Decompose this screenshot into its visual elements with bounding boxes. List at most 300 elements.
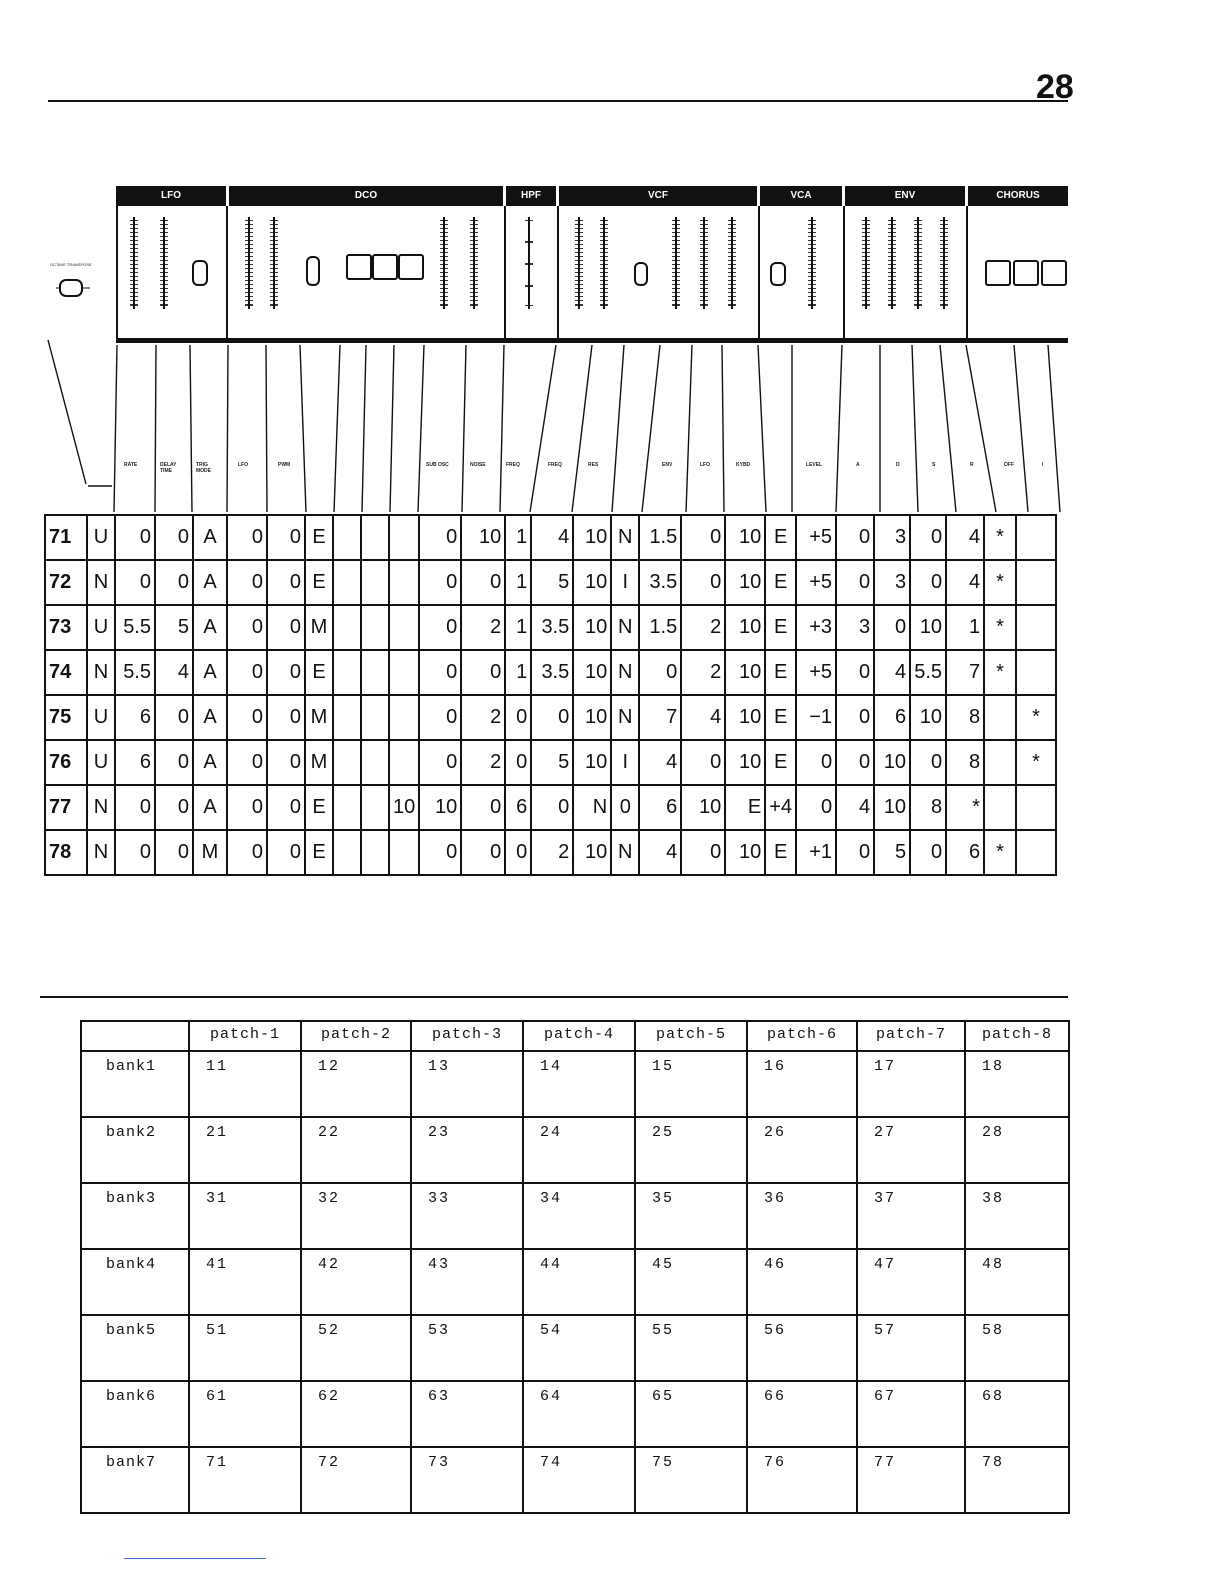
table-cell: * — [984, 560, 1016, 605]
table-cell: 0 — [115, 515, 155, 560]
header-cell: patch-6 — [747, 1021, 857, 1051]
table-cell: +5 — [796, 560, 836, 605]
table-cell: 10 — [725, 605, 765, 650]
table-cell: 10 — [573, 650, 611, 695]
patch-cell: 68 — [965, 1381, 1069, 1447]
table-cell: * — [1016, 695, 1056, 740]
table-cell: 2 — [461, 605, 505, 650]
table-cell: 0 — [267, 515, 305, 560]
patch-cell: 73 — [411, 1447, 523, 1513]
connector-lines — [0, 0, 1224, 520]
table-cell: 0 — [531, 785, 573, 830]
table-cell: 2 — [461, 740, 505, 785]
table-cell: N — [87, 785, 115, 830]
patch-cell: 13 — [411, 1051, 523, 1117]
table-cell: 0 — [639, 650, 681, 695]
table-cell: 1.5 — [639, 605, 681, 650]
table-cell: E — [725, 785, 765, 830]
table-cell: 10 — [573, 740, 611, 785]
table-cell — [361, 740, 389, 785]
col-pwm: PWM — [278, 462, 291, 468]
table-cell — [333, 560, 361, 605]
patch-cell: 28 — [965, 1117, 1069, 1183]
table-cell — [389, 560, 419, 605]
table-row — [45, 515, 1056, 560]
table-cell: 0 — [796, 740, 836, 785]
patch-cell: 53 — [411, 1315, 523, 1381]
patch-cell: 51 — [189, 1315, 301, 1381]
col-hpf-freq: FREQ — [506, 462, 520, 468]
table-cell: 6 — [946, 830, 984, 875]
col-sub-osc: SUB OSC — [426, 462, 449, 468]
table-cell: 0 — [155, 785, 193, 830]
table-row — [45, 650, 1056, 695]
patch-cell: 77 — [857, 1447, 965, 1513]
col-level: LEVEL — [806, 462, 823, 468]
header-cell: patch-7 — [857, 1021, 965, 1051]
bank-label: bank1 — [81, 1051, 189, 1117]
table-cell: 0 — [227, 830, 267, 875]
table-cell — [1016, 785, 1056, 830]
table-cell: I — [611, 560, 639, 605]
table-cell: * — [984, 650, 1016, 695]
table-cell — [361, 515, 389, 560]
table-cell — [389, 830, 419, 875]
table-cell: 10 — [725, 740, 765, 785]
table-cell: M — [193, 830, 227, 875]
table-cell: 0 — [419, 695, 461, 740]
patch-cell: 23 — [411, 1117, 523, 1183]
table-cell: 2 — [531, 830, 573, 875]
table-cell: +1 — [796, 830, 836, 875]
patch-cell: 45 — [635, 1249, 747, 1315]
table-cell: +5 — [796, 650, 836, 695]
table-cell — [984, 785, 1016, 830]
col-env: ENV — [662, 462, 673, 468]
table-cell: 0 — [681, 740, 725, 785]
patch-cell: 66 — [747, 1381, 857, 1447]
patch-cell: 48 — [965, 1249, 1069, 1315]
section-lfo: LFO — [116, 186, 226, 206]
patch-cell: 22 — [301, 1117, 411, 1183]
patch-number: 74 — [45, 650, 87, 695]
bank-label: bank3 — [81, 1183, 189, 1249]
table-row — [81, 1249, 1069, 1315]
table-cell: E — [765, 515, 796, 560]
table-cell: U — [87, 605, 115, 650]
table-cell: 0 — [505, 830, 531, 875]
patch-cell: 26 — [747, 1117, 857, 1183]
patch-cell: 76 — [747, 1447, 857, 1513]
table-cell: 0 — [836, 560, 874, 605]
table-cell: 0 — [419, 740, 461, 785]
patch-cell: 55 — [635, 1315, 747, 1381]
table-cell: 0 — [836, 740, 874, 785]
table-cell: 8 — [910, 785, 946, 830]
table-cell: 10 — [725, 560, 765, 605]
table-cell: 0 — [419, 515, 461, 560]
table-cell: M — [305, 740, 333, 785]
bank-patch-table — [80, 1020, 1070, 1514]
table-cell: 10 — [573, 695, 611, 740]
table-cell: 0 — [681, 515, 725, 560]
table-cell: 1 — [505, 605, 531, 650]
table-cell — [389, 740, 419, 785]
table-cell: 3.5 — [531, 650, 573, 695]
table-row — [45, 830, 1056, 875]
table-cell: 5 — [874, 830, 910, 875]
col-kybd: KYBD — [736, 462, 751, 468]
patch-cell: 57 — [857, 1315, 965, 1381]
section-vca: VCA — [760, 186, 842, 206]
table-cell: 0 — [910, 515, 946, 560]
patch-cell: 34 — [523, 1183, 635, 1249]
table-cell: 10 — [725, 695, 765, 740]
patch-cell: 21 — [189, 1117, 301, 1183]
table-cell: −1 — [796, 695, 836, 740]
table-cell: 10 — [725, 515, 765, 560]
table-cell: 1 — [505, 560, 531, 605]
table-cell: 0 — [461, 785, 505, 830]
table-cell: 8 — [946, 695, 984, 740]
header-cell: patch-4 — [523, 1021, 635, 1051]
table-cell: 2 — [681, 605, 725, 650]
section-dco: DCO — [229, 186, 503, 206]
table-cell — [333, 515, 361, 560]
table-cell: * — [984, 605, 1016, 650]
col-a: A — [856, 462, 860, 468]
table-cell: U — [87, 515, 115, 560]
table-cell: 4 — [836, 785, 874, 830]
patch-cell: 74 — [523, 1447, 635, 1513]
table-cell: 0 — [227, 560, 267, 605]
patch-number: 78 — [45, 830, 87, 875]
table-cell — [389, 605, 419, 650]
table-cell: N — [611, 650, 639, 695]
col-vcf-lfo: LFO — [700, 462, 710, 468]
table-cell — [333, 650, 361, 695]
patch-cell: 17 — [857, 1051, 965, 1117]
table-cell: A — [193, 740, 227, 785]
table-cell — [1016, 830, 1056, 875]
table-cell — [333, 740, 361, 785]
table-cell — [361, 830, 389, 875]
table-cell: E — [305, 560, 333, 605]
patch-cell: 44 — [523, 1249, 635, 1315]
header-cell: patch-1 — [189, 1021, 301, 1051]
patch-number: 71 — [45, 515, 87, 560]
table-row — [45, 605, 1056, 650]
table-row — [45, 740, 1056, 785]
table-cell: N — [611, 515, 639, 560]
patch-cell: 37 — [857, 1183, 965, 1249]
header-cell: patch-2 — [301, 1021, 411, 1051]
table-cell: 4 — [874, 650, 910, 695]
table-cell: 0 — [910, 830, 946, 875]
col-rate: RATE — [124, 462, 138, 468]
table-cell: 10 — [419, 785, 461, 830]
table-cell: 0 — [419, 560, 461, 605]
table-cell — [361, 785, 389, 830]
table-cell: 0 — [505, 695, 531, 740]
table-cell: E — [305, 650, 333, 695]
table-cell: E — [305, 515, 333, 560]
bank-label: bank2 — [81, 1117, 189, 1183]
table-cell: N — [611, 695, 639, 740]
table-cell: 0 — [461, 560, 505, 605]
table-cell: 0 — [227, 785, 267, 830]
patch-number: 73 — [45, 605, 87, 650]
patch-cell: 15 — [635, 1051, 747, 1117]
patch-cell: 61 — [189, 1381, 301, 1447]
table-cell: * — [1016, 740, 1056, 785]
table-cell: 0 — [419, 650, 461, 695]
footer-link-rule — [124, 1558, 266, 1559]
table-cell: 6 — [639, 785, 681, 830]
table-cell: 0 — [115, 830, 155, 875]
col-trig: TRIG MODE — [196, 462, 211, 474]
table-cell: 5 — [531, 560, 573, 605]
table-cell — [361, 650, 389, 695]
patch-cell: 42 — [301, 1249, 411, 1315]
table-cell: 7 — [639, 695, 681, 740]
patch-cell: 24 — [523, 1117, 635, 1183]
patch-number: 72 — [45, 560, 87, 605]
table-cell: 0 — [155, 560, 193, 605]
table-cell: 10 — [681, 785, 725, 830]
table-cell: 4 — [155, 650, 193, 695]
table-cell: A — [193, 605, 227, 650]
table-cell: 0 — [419, 605, 461, 650]
table-cell: 0 — [115, 560, 155, 605]
patch-cell: 36 — [747, 1183, 857, 1249]
table-cell: 4 — [946, 560, 984, 605]
table-cell: A — [193, 695, 227, 740]
table-cell: 3.5 — [639, 560, 681, 605]
table-row — [45, 560, 1056, 605]
table-cell: 6 — [874, 695, 910, 740]
table-cell: 10 — [910, 695, 946, 740]
bank-label: bank7 — [81, 1447, 189, 1513]
patch-cell: 32 — [301, 1183, 411, 1249]
octave-label: OCTAVE TRANSPOSE — [50, 262, 92, 267]
table-cell: 0 — [115, 785, 155, 830]
table-cell: A — [193, 515, 227, 560]
col-noise: NOISE — [470, 462, 486, 468]
table-cell: 10 — [874, 740, 910, 785]
table-cell: 0 — [267, 785, 305, 830]
table-cell: 10 — [573, 830, 611, 875]
table-cell — [333, 785, 361, 830]
table-cell: 0 — [836, 650, 874, 695]
patch-cell: 56 — [747, 1315, 857, 1381]
patch-cell: 12 — [301, 1051, 411, 1117]
table-cell: N — [87, 830, 115, 875]
col-lfo: LFO — [238, 462, 248, 468]
patch-cell: 14 — [523, 1051, 635, 1117]
table-cell: 0 — [227, 740, 267, 785]
table-cell: 10 — [573, 515, 611, 560]
table-cell — [984, 740, 1016, 785]
table-cell: 0 — [461, 650, 505, 695]
patch-cell: 58 — [965, 1315, 1069, 1381]
table-cell: 10 — [573, 560, 611, 605]
patch-cell: 25 — [635, 1117, 747, 1183]
table-cell: 0 — [796, 785, 836, 830]
patch-cell: 43 — [411, 1249, 523, 1315]
table-cell: 3 — [874, 515, 910, 560]
table-cell: 0 — [910, 740, 946, 785]
table-cell: 0 — [531, 695, 573, 740]
section-hpf: HPF — [506, 186, 556, 206]
table-row — [81, 1381, 1069, 1447]
table-cell — [1016, 650, 1056, 695]
table-cell: 5.5 — [115, 605, 155, 650]
table-cell — [389, 695, 419, 740]
patch-cell: 54 — [523, 1315, 635, 1381]
bank-label: bank6 — [81, 1381, 189, 1447]
table-cell: 0 — [611, 785, 639, 830]
patch-cell: 33 — [411, 1183, 523, 1249]
table-cell: N — [87, 560, 115, 605]
table-cell: 3.5 — [531, 605, 573, 650]
table-cell: +3 — [796, 605, 836, 650]
table-cell — [389, 515, 419, 560]
table-cell: 5 — [531, 740, 573, 785]
table-cell: 6 — [115, 740, 155, 785]
table-cell: E — [765, 650, 796, 695]
table-cell: * — [946, 785, 984, 830]
table-cell: E — [305, 830, 333, 875]
table-cell: 0 — [227, 650, 267, 695]
table-cell — [361, 605, 389, 650]
table-cell: +4 — [765, 785, 796, 830]
col-s: S — [932, 462, 936, 468]
table-cell: 10 — [461, 515, 505, 560]
patch-cell: 64 — [523, 1381, 635, 1447]
table-cell: N — [87, 650, 115, 695]
table-cell: 10 — [874, 785, 910, 830]
bank-table-header — [81, 1021, 1069, 1051]
bank-label: bank4 — [81, 1249, 189, 1315]
table-cell: E — [765, 560, 796, 605]
table-cell: 0 — [227, 605, 267, 650]
table-row — [45, 695, 1056, 740]
table-cell: 3 — [836, 605, 874, 650]
patch-cell: 62 — [301, 1381, 411, 1447]
col-res: RES — [588, 462, 599, 468]
patch-cell: 71 — [189, 1447, 301, 1513]
col-vcf-freq: FREQ — [548, 462, 562, 468]
table-cell: N — [611, 830, 639, 875]
header-cell: patch-5 — [635, 1021, 747, 1051]
table-cell: 1 — [946, 605, 984, 650]
table-cell: 4 — [639, 830, 681, 875]
table-cell: 0 — [227, 515, 267, 560]
table-cell: +5 — [796, 515, 836, 560]
patch-cell: 63 — [411, 1381, 523, 1447]
table-cell: E — [305, 785, 333, 830]
table-cell: 0 — [874, 605, 910, 650]
table-cell: 10 — [725, 830, 765, 875]
patch-cell: 75 — [635, 1447, 747, 1513]
table-cell: 0 — [267, 695, 305, 740]
table-cell: E — [765, 740, 796, 785]
table-cell: 0 — [155, 740, 193, 785]
table-cell: 0 — [505, 740, 531, 785]
table-cell: 5 — [155, 605, 193, 650]
section-rule — [40, 996, 1068, 998]
table-row — [81, 1315, 1069, 1381]
table-cell: M — [305, 695, 333, 740]
patch-cell: 67 — [857, 1381, 965, 1447]
table-cell: 0 — [836, 515, 874, 560]
section-chorus: CHORUS — [968, 186, 1068, 206]
table-cell: U — [87, 695, 115, 740]
table-cell: E — [765, 830, 796, 875]
table-cell: 10 — [910, 605, 946, 650]
patch-cell: 38 — [965, 1183, 1069, 1249]
patch-number: 75 — [45, 695, 87, 740]
table-row — [81, 1183, 1069, 1249]
table-cell: N — [611, 605, 639, 650]
patch-cell: 78 — [965, 1447, 1069, 1513]
table-cell — [389, 650, 419, 695]
patch-cell: 72 — [301, 1447, 411, 1513]
table-cell — [333, 695, 361, 740]
table-row — [81, 1447, 1069, 1513]
col-chorus-1: I — [1042, 462, 1044, 468]
table-cell: 6 — [115, 695, 155, 740]
table-cell: 0 — [681, 830, 725, 875]
table-cell: A — [193, 650, 227, 695]
patch-number: 77 — [45, 785, 87, 830]
header-cell: patch-8 — [965, 1021, 1069, 1051]
patch-cell: 46 — [747, 1249, 857, 1315]
table-cell: 10 — [573, 605, 611, 650]
patch-cell: 47 — [857, 1249, 965, 1315]
table-row — [81, 1051, 1069, 1117]
table-cell: 0 — [267, 605, 305, 650]
patch-cell: 65 — [635, 1381, 747, 1447]
patch-cell: 27 — [857, 1117, 965, 1183]
table-cell: 7 — [946, 650, 984, 695]
header-cell: patch-3 — [411, 1021, 523, 1051]
table-cell — [361, 695, 389, 740]
table-cell: E — [765, 605, 796, 650]
table-cell: 0 — [419, 830, 461, 875]
section-vcf: VCF — [559, 186, 757, 206]
table-cell: 0 — [155, 515, 193, 560]
table-cell — [1016, 515, 1056, 560]
table-cell: 5.5 — [115, 650, 155, 695]
col-r: R — [970, 462, 974, 468]
page-number: 28 — [1036, 68, 1074, 106]
table-cell: A — [193, 560, 227, 605]
patch-cell: 52 — [301, 1315, 411, 1381]
table-cell: * — [984, 515, 1016, 560]
patch-number: 76 — [45, 740, 87, 785]
table-cell: 10 — [389, 785, 419, 830]
table-cell — [984, 695, 1016, 740]
table-cell: 1 — [505, 515, 531, 560]
table-cell — [333, 605, 361, 650]
table-cell: 3 — [874, 560, 910, 605]
table-cell: 2 — [681, 650, 725, 695]
patch-cell: 18 — [965, 1051, 1069, 1117]
table-cell: 10 — [725, 650, 765, 695]
section-env: ENV — [845, 186, 965, 206]
